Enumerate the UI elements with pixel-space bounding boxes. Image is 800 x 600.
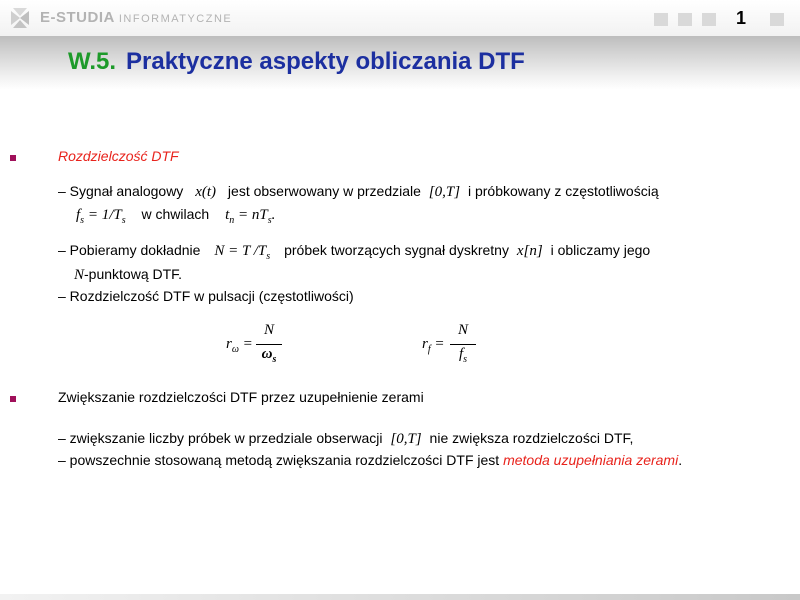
formula1-den-main: ω: [261, 346, 273, 362]
tn-rhs-sub: s: [267, 215, 272, 226]
n-formula: [214, 243, 271, 262]
s2-line2-highlight: metoda uzupełniania zerami: [503, 452, 679, 468]
n-sub: s: [266, 251, 271, 262]
formula2-eq: =: [430, 336, 445, 352]
s1-line3: [58, 242, 650, 262]
n-symbol: N: [74, 267, 85, 283]
logo-icon: [7, 5, 33, 31]
s1-line2: [76, 206, 275, 226]
s1-line1-c: i próbkowany z częstotliwością: [467, 183, 659, 199]
page-number: 1: [736, 8, 747, 28]
title-text: Praktyczne aspekty obliczania DTF: [126, 48, 525, 75]
formula2-lhs: [422, 336, 445, 355]
s2-line2-end: .: [678, 452, 683, 468]
formula2-r: r: [422, 336, 428, 352]
logo-text: [40, 9, 232, 26]
slide-title: [68, 48, 525, 76]
s2-line1-b: nie zwiększa rozdzielczości DTF,: [429, 430, 634, 446]
formula-r-omega: [226, 322, 286, 370]
fs-sub: s: [80, 215, 85, 226]
interval-0-T-2: [0,T]: [390, 431, 422, 447]
nav-square-3[interactable]: [702, 13, 716, 26]
formula-r-f: [422, 322, 482, 370]
logo-main: E-STUDIA: [40, 9, 115, 26]
section2-heading: Zwiększanie rozdzielczości DTF przez uzupełnienie zerami: [58, 389, 424, 405]
s1-line3-b: próbek tworzących sygnał dyskretny: [284, 242, 509, 258]
s1-line1-a: – Sygnał analogowy: [58, 183, 184, 199]
footer-bar: [0, 594, 800, 600]
formula2-bar: [450, 344, 476, 345]
nav-square-1[interactable]: [654, 13, 668, 26]
fs-rhs: = 1/T: [87, 207, 122, 223]
section1-heading: Rozdzielczość DTF: [58, 148, 179, 164]
s2-line2: [58, 452, 682, 468]
formula2-sub: f: [427, 344, 431, 355]
bullet-icon: [10, 396, 16, 402]
s2-line1: [58, 430, 633, 448]
title-number: W.5.: [68, 48, 117, 75]
header-bar: [0, 0, 800, 36]
tn-sub: n: [229, 215, 235, 226]
formula2-den-sub: s: [463, 354, 468, 365]
x-of-t: x(t): [195, 184, 217, 200]
tn-t: t: [225, 207, 230, 223]
s1-line5: – Rozdzielczość DTF w pulsacji (częstotliwości): [58, 288, 354, 304]
formula1-r: r: [226, 336, 232, 352]
bullet-icon: [10, 155, 16, 161]
nav-square-2[interactable]: [678, 13, 692, 26]
formula1-num: N: [263, 322, 274, 338]
s1-line4: [74, 266, 182, 284]
interval-0-T: [0,T]: [428, 184, 461, 200]
x-of-n: x[n]: [516, 243, 543, 259]
formula1-eq: =: [238, 336, 253, 352]
formula1-bar: [256, 344, 282, 345]
s2-line2-a: – powszechnie stosowaną metodą zwiększania rozdzielczości DTF jest: [58, 452, 500, 468]
formula1-den-sub: s: [272, 354, 277, 365]
s2-line1-a: – zwiększanie liczby próbek w przedziale obserwacji: [58, 430, 383, 446]
formula1-lhs: [226, 336, 253, 355]
fs-formula: $f_s = 1/T_s$: [76, 207, 126, 226]
formula2-num: N: [457, 322, 468, 338]
s1-line2-b: w chwilach: [141, 206, 210, 222]
n-expr: N = T /T: [214, 243, 267, 259]
s1-line1: [58, 183, 659, 201]
formula1-sub: ω: [231, 344, 239, 355]
tn-rhs: = nT: [238, 207, 268, 223]
s1-line3-a: – Pobieramy dokładnie: [58, 242, 201, 258]
s1-line4-rest: -punktową DTF.: [84, 266, 183, 282]
nav-square-4[interactable]: [770, 13, 784, 26]
logo-sub: INFORMATYCZNE: [118, 13, 233, 25]
formula2-den-main: f: [458, 346, 464, 362]
formula1-den: [256, 346, 282, 365]
formula2-den: [450, 346, 476, 365]
tn-formula: $t_n = nT_s$.: [225, 207, 276, 226]
s1-line3-c: i obliczamy jego: [550, 242, 651, 258]
fs-f: f: [76, 207, 81, 223]
s1-line1-b: jest obserwowany w przedziale: [227, 183, 421, 199]
